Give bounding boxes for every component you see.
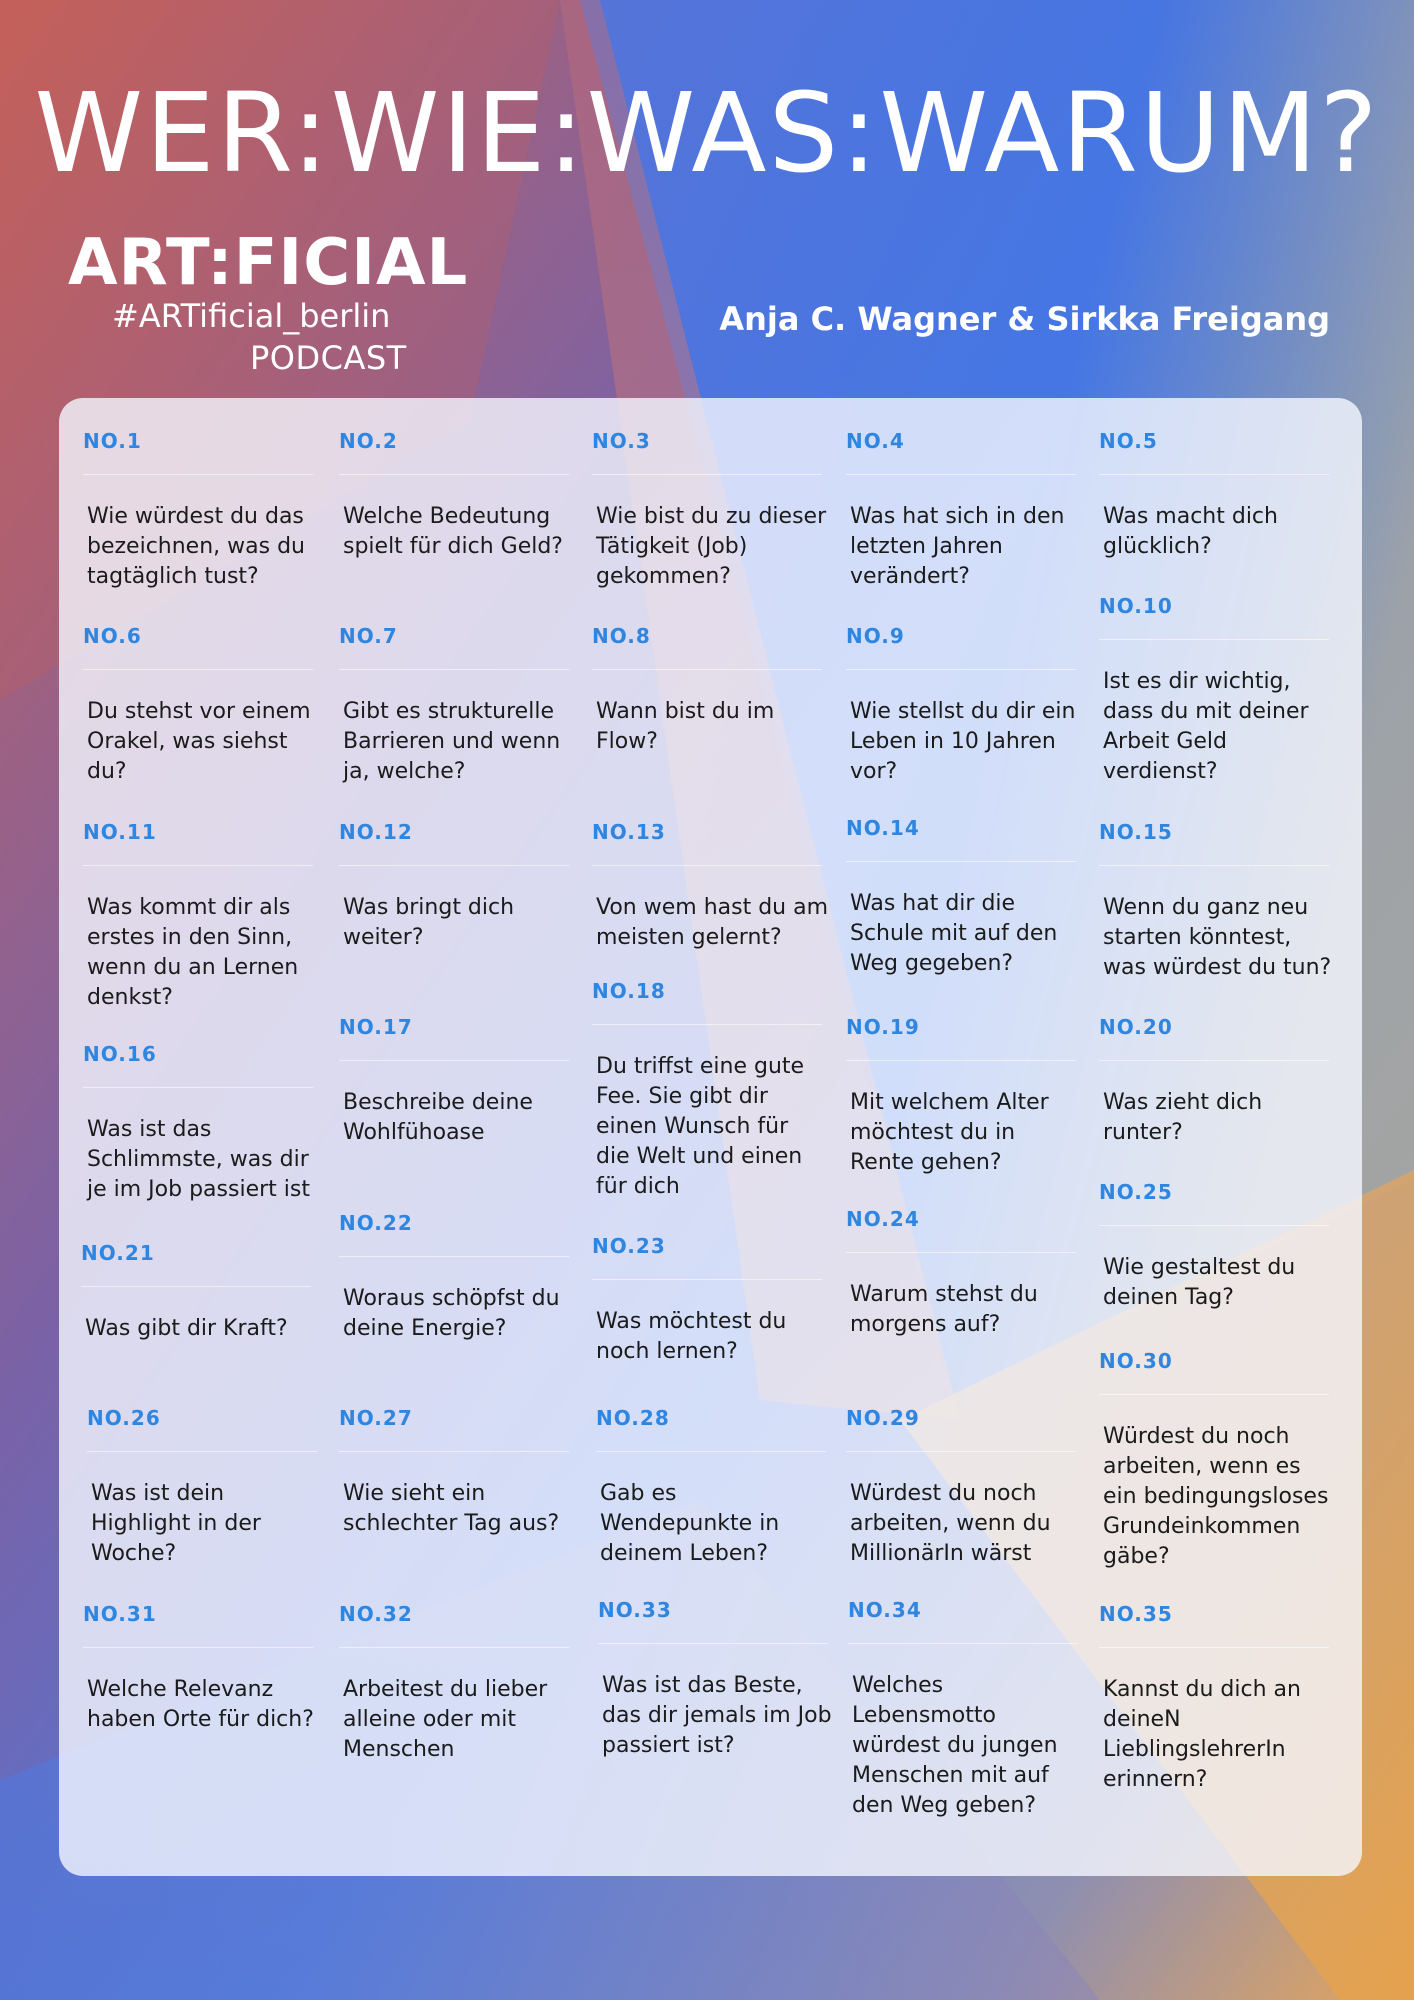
question-text: Würdest du noch arbeiten, wenn du MillionärIn wärst xyxy=(850,1481,1051,1566)
question-text: Gibt es strukturelle Barrieren und wenn ja, welche? xyxy=(343,699,561,784)
page-title: WER:WIE:WAS:WARUM? xyxy=(34,69,1380,197)
question-card xyxy=(846,1014,1076,1175)
question-text: Von wem hast du am meisten gelernt? xyxy=(596,895,829,950)
question-card xyxy=(1099,1601,1329,1792)
question-number: NO.24 xyxy=(846,1207,920,1231)
question-number: NO.2 xyxy=(339,429,398,453)
question-number: NO.3 xyxy=(592,429,651,453)
question-card xyxy=(592,978,822,1199)
question-number: NO.15 xyxy=(1099,820,1173,844)
question-text: Wann bist du im Flow? xyxy=(596,699,775,754)
question-card xyxy=(339,1014,569,1145)
question-text: Was zieht dich runter? xyxy=(1103,1090,1263,1145)
question-card xyxy=(83,1041,313,1202)
question-number: NO.32 xyxy=(339,1602,413,1626)
question-card xyxy=(339,1405,569,1536)
question-text: Arbeitest du lieber alleine oder mit Menschen xyxy=(343,1677,548,1762)
question-number: NO.18 xyxy=(592,979,666,1003)
question-number: NO.9 xyxy=(846,624,905,648)
question-card xyxy=(592,1233,822,1364)
question-number: NO.25 xyxy=(1099,1180,1173,1204)
question-text: Was hat sich in den letzten Jahren verändert? xyxy=(850,504,1065,589)
question-number: NO.34 xyxy=(848,1598,922,1622)
question-text: Mit welchem Alter möchtest du in Rente gehen? xyxy=(850,1090,1049,1175)
question-text: Woraus schöpfst du deine Energie? xyxy=(343,1286,560,1341)
question-number: NO.31 xyxy=(83,1602,157,1626)
question-text: Was ist dein Highlight in der Woche? xyxy=(91,1481,261,1566)
question-card xyxy=(1099,1014,1329,1145)
question-text: Du triffst eine gute Fee. Sie gibt dir einen Wunsch für die Welt und einen für dich xyxy=(596,1054,805,1199)
question-text: Welche Bedeutung spielt für dich Geld? xyxy=(343,504,563,559)
question-number: NO.17 xyxy=(339,1015,413,1039)
question-number: NO.23 xyxy=(592,1234,666,1258)
question-card xyxy=(596,1405,826,1566)
question-card xyxy=(81,1240,311,1341)
question-card xyxy=(87,1405,317,1566)
question-text: Was möchtest du noch lernen? xyxy=(596,1309,787,1364)
question-number: NO.14 xyxy=(846,816,920,840)
question-number: NO.5 xyxy=(1099,429,1158,453)
question-card xyxy=(83,819,313,1010)
logo-wordmark: ART:FICIAL xyxy=(68,226,469,300)
question-card xyxy=(846,428,1076,589)
question-number: NO.27 xyxy=(339,1406,413,1430)
question-card xyxy=(1099,1348,1329,1569)
question-number: NO.22 xyxy=(339,1211,413,1235)
logo-podcast-label: PODCAST xyxy=(250,339,407,377)
question-card xyxy=(592,428,827,589)
question-card xyxy=(1099,593,1329,784)
question-text: Kannst du dich an deineN LieblingslehrerIn erinnern? xyxy=(1103,1677,1301,1792)
authors: Anja C. Wagner & Sirkka Freigang xyxy=(719,300,1330,338)
question-number: NO.7 xyxy=(339,624,398,648)
question-text: Beschreibe deine Wohlfühoase xyxy=(343,1090,533,1145)
question-card xyxy=(339,1601,569,1762)
question-number: NO.19 xyxy=(846,1015,920,1039)
question-card xyxy=(83,623,313,784)
question-number: NO.8 xyxy=(592,624,651,648)
question-card xyxy=(1099,819,1332,980)
artificial-logo xyxy=(68,226,469,378)
question-number: NO.12 xyxy=(339,820,413,844)
question-card xyxy=(846,1405,1076,1566)
question-text: Wenn du ganz neu starten könntest, was würdest du tun? xyxy=(1103,895,1332,980)
question-text: Gab es Wendepunkte in deinem Leben? xyxy=(600,1481,780,1566)
question-text: Wie sieht ein schlechter Tag aus? xyxy=(343,1481,560,1536)
question-text: Wie stellst du dir ein Leben in 10 Jahren vor? xyxy=(850,699,1076,784)
question-text: Welche Relevanz haben Orte für dich? xyxy=(87,1677,314,1732)
question-card xyxy=(846,623,1076,784)
question-card xyxy=(592,623,822,754)
question-card xyxy=(1099,1179,1329,1310)
question-number: NO.11 xyxy=(83,820,157,844)
question-text: Wie würdest du das bezeichnen, was du tagtäglich tust? xyxy=(87,504,305,589)
question-card xyxy=(848,1597,1078,1818)
question-text: Welches Lebensmotto würdest du jungen Menschen mit auf den Weg geben? xyxy=(852,1673,1058,1818)
question-number: NO.35 xyxy=(1099,1602,1173,1626)
logo-hashtag: #ARTificial_berlin xyxy=(112,297,391,335)
question-text: Ist es dir wichtig, dass du mit deiner Arbeit Geld verdienst? xyxy=(1103,669,1309,784)
question-card xyxy=(83,1601,314,1732)
question-card xyxy=(339,819,569,950)
question-number: NO.6 xyxy=(83,624,142,648)
question-number: NO.4 xyxy=(846,429,905,453)
question-text: Du stehst vor einem Orakel, was siehst du? xyxy=(87,699,311,784)
question-card xyxy=(339,428,569,559)
question-number: NO.10 xyxy=(1099,594,1173,618)
question-text: Was kommt dir als erstes in den Sinn, wenn du an Lernen denkst? xyxy=(87,895,299,1010)
question-number: NO.13 xyxy=(592,820,666,844)
question-text: Wie gestaltest du deinen Tag? xyxy=(1103,1255,1296,1310)
question-card xyxy=(598,1597,832,1758)
question-card xyxy=(592,819,829,950)
question-text: Wie bist du zu dieser Tätigkeit (Job) gekommen? xyxy=(596,504,827,589)
question-card xyxy=(339,1210,569,1341)
question-text: Was macht dich glücklich? xyxy=(1103,504,1278,559)
question-text: Was hat dir die Schule mit auf den Weg gegeben? xyxy=(850,891,1058,976)
question-number: NO.28 xyxy=(596,1406,670,1430)
question-text: Was bringt dich weiter? xyxy=(343,895,515,950)
question-card xyxy=(83,428,313,589)
question-number: NO.1 xyxy=(83,429,142,453)
question-number: NO.20 xyxy=(1099,1015,1173,1039)
questions-panel xyxy=(59,398,1362,1876)
question-number: NO.29 xyxy=(846,1406,920,1430)
question-number: NO.30 xyxy=(1099,1349,1173,1373)
question-text: Was ist das Schlimmste, was dir je im Job passiert ist xyxy=(87,1117,310,1202)
question-card xyxy=(1099,428,1329,559)
question-text: Warum stehst du morgens auf? xyxy=(850,1282,1038,1337)
question-card xyxy=(339,623,569,784)
question-number: NO.33 xyxy=(598,1598,672,1622)
question-card xyxy=(846,1206,1076,1337)
question-number: NO.16 xyxy=(83,1042,157,1066)
question-number: NO.21 xyxy=(81,1241,155,1265)
question-text: Was gibt dir Kraft? xyxy=(85,1316,288,1341)
question-text: Was ist das Beste, das dir jemals im Job passiert ist? xyxy=(602,1673,832,1758)
question-card xyxy=(846,815,1076,976)
question-number: NO.26 xyxy=(87,1406,161,1430)
question-text: Würdest du noch arbeiten, wenn es ein bedingungsloses Grundeinkommen gäbe? xyxy=(1103,1424,1329,1569)
